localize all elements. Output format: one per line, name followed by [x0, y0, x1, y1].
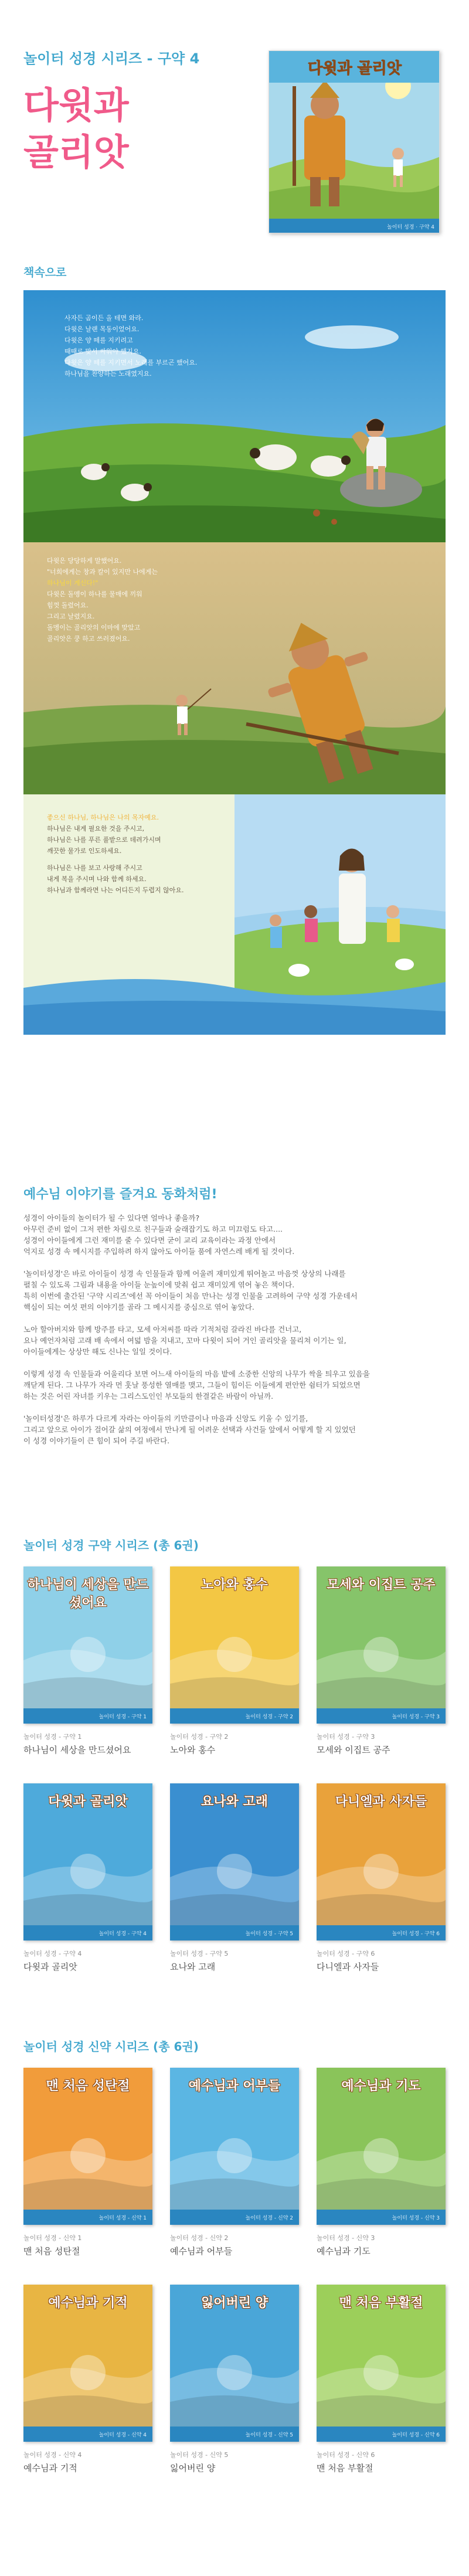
- book-cover[interactable]: [317, 2285, 446, 2442]
- spread-text-line: 내게 복을 주시며 나와 함께 하세요.: [47, 875, 147, 883]
- book-series-label: 놀이터 성경 - 신약 6: [317, 2451, 375, 2459]
- book-cover-footer-label: 놀이터 성경 - 신약 5: [245, 2432, 293, 2438]
- book-cover-footer: [317, 2427, 446, 2442]
- book-cover-title: 요나와 고래: [201, 1795, 268, 1809]
- description-paragraph: '놀이터성경'은 바로 아이들이 성경 속 인물들과 함께 어울려 재미있게 뛰어놀고 마음껏 상상의 나래를 펼칠 수 있도록 그림과 내용을 아이들 눈높이에 맞춰 쉽고 재미있게 엮어 놓은 책이다. 특히 이번에 출간된 '구약 시리즈'에선 꼭 아이들이 처음 만나는 성경 인물을 고려하여 구약 성경 가운데서 핵심이 되는 여섯 편의 이야기를 골라 그 메시지를 중심으로 엮어 놓았다.: [23, 1269, 358, 1311]
- book-title[interactable]: 예수님과 기적: [23, 2463, 77, 2473]
- spread-text-line: 다윗은 양 떼를 지키면서 노래를 부르곤 했어요.: [64, 359, 198, 366]
- preview-spread-3: [23, 794, 446, 1035]
- book-cover-title: 예수님과 어부들: [188, 2079, 281, 2094]
- book-card[interactable]: [317, 2285, 446, 2474]
- book-cover[interactable]: [23, 2285, 152, 2442]
- book-cover-footer-label: 놀이터 성경 - 구약 3: [392, 1714, 440, 1720]
- book-cover[interactable]: [170, 2285, 299, 2442]
- description-paragraph: 노아 할아버지와 함께 방주를 타고, 모세 아저씨를 따라 기적처럼 갈라진 바다를 건너고, 요나 예언자처럼 고래 배 속에서 여덟 밤을 지내고, 꼬마 다윗이 되어 거인 골리앗을 물리쳐 이기는 일, 아이들에게는 상상만 해도 신나는 일일 것이다.: [23, 1325, 346, 1356]
- book-card[interactable]: [170, 1783, 299, 1973]
- book-title[interactable]: 노아와 홍수: [170, 1745, 216, 1755]
- book-card[interactable]: [23, 1783, 152, 1973]
- hero-cover-footer: 놀이터 성경 · 구약 4: [387, 225, 434, 230]
- book-cover-footer-label: 놀이터 성경 - 구약 4: [98, 1931, 147, 1937]
- spread-text-line: 하나님은 나를 보고 사랑해 주시고: [47, 864, 142, 872]
- book-card[interactable]: [317, 1783, 446, 1973]
- spread-text-line: "너희에게는 창과 칼이 있지만 나에게는: [47, 568, 158, 576]
- book-cover-footer-label: 놀이터 성경 - 신약 3: [392, 2215, 440, 2221]
- spread-text-highlight: 하나님이 계신다!": [47, 579, 98, 587]
- description-title: 예수님 이야기를 즐겨요 동화처럼!: [23, 1187, 217, 1202]
- spread-text-line: 때때로 맞서 싸워야 했지요.: [64, 348, 141, 355]
- spread-text-line: 다윗은 돌멩이 하나를 물매에 끼워: [47, 590, 142, 598]
- book-series-label: 놀이터 성경 - 구약 6: [317, 1950, 375, 1958]
- spread-text-line: 골리앗은 쿵 하고 쓰러졌어요.: [47, 635, 130, 643]
- description-paragraph: 성경이 아이들의 놀이터가 될 수 있다면 얼마나 좋을까? 아무런 준비 없이 그저 편한 차림으로 친구들과 술래잡기도 하고 미끄럼도 타고.... 성경이 아이들에게 그런 재미를 줄 수 있다면 굳이 교리 교육이라는 과정 안에서 억지로 성경 속 메시지를 주입하려 하지 않아도 아이들 품에 자연스레 배게 될 것이다.: [23, 1214, 295, 1256]
- book-cover-title: 다윗과 골리앗: [48, 1795, 128, 1809]
- book-cover-footer: [23, 1925, 152, 1941]
- description-body: [23, 1212, 446, 1457]
- hero-cover-title: 다윗과 골리앗: [308, 60, 402, 77]
- spread-2-text: [47, 555, 188, 644]
- book-cover-footer-label: 놀이터 성경 - 신약 1: [98, 2215, 147, 2221]
- book-cover-title: 잃어버린 양: [201, 2296, 268, 2310]
- book-cover-title: 맨 처음 부활절: [339, 2296, 423, 2310]
- spread-text-line: 다윗은 날랜 목동이었어요.: [64, 325, 140, 333]
- book-title[interactable]: 예수님과 기도: [317, 2246, 371, 2256]
- book-series-label: 놀이터 성경 - 구약 4: [23, 1950, 82, 1958]
- book-title[interactable]: 다윗과 골리앗: [23, 1962, 77, 1972]
- book-cover-footer: [170, 2210, 299, 2225]
- spread-1-text: [64, 312, 205, 379]
- spread-text-line: 다윗은 양 떼를 지키려고: [64, 337, 133, 344]
- book-cover[interactable]: [317, 1566, 446, 1724]
- spread-text-highlight: 좋으신 하나님, 하나님은 나의 목자예요.: [47, 814, 159, 821]
- book-cover-footer-label: 놀이터 성경 - 구약 6: [392, 1931, 440, 1937]
- book-cover-title: 예수님과 기적: [48, 2296, 128, 2310]
- book-cover[interactable]: [23, 1566, 152, 1724]
- book-cover-title: 모세와 이집트 공주: [327, 1578, 436, 1592]
- book-card[interactable]: [170, 2068, 299, 2257]
- book-cover-footer: [23, 2427, 152, 2442]
- book-title[interactable]: 맨 처음 성탄절: [23, 2246, 80, 2256]
- book-title[interactable]: 다니엘과 사자들: [317, 1962, 379, 1972]
- book-card[interactable]: [23, 1566, 152, 1756]
- preview-spread-1: [23, 290, 446, 542]
- book-title[interactable]: 모세와 이집트 공주: [317, 1745, 390, 1755]
- book-cover[interactable]: [23, 2068, 152, 2225]
- book-card[interactable]: [23, 2285, 152, 2474]
- book-series-label: 놀이터 성경 - 신약 1: [23, 2234, 82, 2242]
- book-cover-footer: [170, 1708, 299, 1724]
- book-title[interactable]: 요나와 고래: [170, 1962, 216, 1972]
- book-series-label: 놀이터 성경 - 구약 3: [317, 1733, 375, 1741]
- book-cover-footer: [317, 1925, 446, 1941]
- spread-3-text: [47, 812, 217, 896]
- book-title[interactable]: 잃어버린 양: [170, 2463, 216, 2473]
- description-paragraph: '놀이터성경'은 하루가 다르게 자라는 아이들의 키만큼이나 마음과 신앙도 키울 수 있기를, 그리고 앞으로 아이가 걸어갈 삶의 여정에서 만나게 될 어려운 선택과 사건들 앞에서 어떻게 할 지 있었던 이 성경 이야기들이 큰 힘이 되어 주길 바란다.: [23, 1414, 356, 1445]
- book-cover-footer: [170, 2427, 299, 2442]
- spread-text-line: 힘껏 돌렸어요.: [47, 601, 89, 609]
- new-testament-heading: 놀이터 성경 신약 시리즈 (총 6권): [23, 2040, 199, 2054]
- book-title: [23, 82, 129, 176]
- preview-spread-2: [23, 542, 446, 794]
- book-series-label: 놀이터 성경 - 구약 5: [170, 1950, 229, 1958]
- book-cover-footer-label: 놀이터 성경 - 구약 2: [245, 1714, 293, 1720]
- book-series-label: 놀이터 성경 - 신약 5: [170, 2451, 229, 2459]
- book-title-line2: 골리앗: [23, 131, 129, 174]
- book-cover-footer-label: 놀이터 성경 - 신약 6: [392, 2432, 440, 2438]
- book-card[interactable]: [170, 2285, 299, 2474]
- description-paragraph: 이렇게 성경 속 인물들과 어울리다 보면 어느새 아이들의 마음 밭에 소중한 신앙의 나무가 싹을 틔우고 있음을 깨닫게 된다. 그 나무가 자라 먼 훗날 풍성한 열매를 맺고, 그들이 힘이든 이들에게 편안한 쉼터가 되었으면 하는 것은 어린 자녀를 키우는 그리스도인인 부모들의 한결같은 바람이 아닐까.: [23, 1369, 370, 1401]
- book-cover-title: 노아와 홍수: [201, 1578, 268, 1592]
- book-cover[interactable]: [317, 1783, 446, 1941]
- book-cover[interactable]: [317, 2068, 446, 2225]
- book-card[interactable]: [170, 1566, 299, 1756]
- book-cover-footer: [170, 1925, 299, 1941]
- book-series-label: 놀이터 성경 - 구약 1: [23, 1733, 82, 1741]
- book-series-label: 놀이터 성경 - 신약 4: [23, 2451, 82, 2459]
- book-cover-footer: [317, 1708, 446, 1724]
- spread-text-line: 그리고 날렸지요.: [47, 613, 95, 620]
- book-cover-title: 맨 처음 성탄절: [46, 2079, 130, 2094]
- book-cover-footer: [23, 1708, 152, 1724]
- book-cover[interactable]: [23, 1783, 152, 1941]
- old-testament-heading: 놀이터 성경 구약 시리즈 (총 6권): [23, 1538, 199, 1552]
- book-title[interactable]: 예수님과 어부들: [170, 2246, 233, 2256]
- book-cover[interactable]: [170, 1783, 299, 1941]
- book-cover-title: 하나님이 세상을 만드셨어요: [27, 1578, 149, 1610]
- book-cover-footer-label: 놀이터 성경 - 구약 5: [245, 1931, 293, 1937]
- preview-label: 책속으로: [23, 266, 67, 279]
- book-cover[interactable]: [170, 2068, 299, 2225]
- book-title[interactable]: 하나님이 세상을 만드셨어요: [23, 1745, 131, 1755]
- spread-text-line: 깨끗한 물가로 인도하세요.: [47, 847, 122, 855]
- book-cover-footer-label: 놀이터 성경 - 구약 1: [98, 1714, 147, 1720]
- spread-text-line: 하나님은 내게 필요한 것을 주시고,: [47, 825, 145, 832]
- spread-text-line: 돌멩이는 골리앗의 이마에 맞았고: [47, 624, 141, 631]
- book-cover[interactable]: [170, 1566, 299, 1724]
- hero-cover-image: [269, 50, 440, 233]
- spread-text-line: 하나님을 찬양하는 노래였지요.: [64, 370, 152, 378]
- book-card[interactable]: [23, 2068, 152, 2257]
- book-card[interactable]: [317, 2068, 446, 2257]
- book-cover-title: 예수님과 기도: [341, 2079, 421, 2094]
- book-title[interactable]: 맨 처음 부활절: [317, 2463, 373, 2473]
- spread-text-line: 하나님과 함께라면 나는 어디든지 두렵지 않아요.: [47, 886, 184, 894]
- book-cover-footer: [23, 2210, 152, 2225]
- spread-text-line: 다윗은 당당하게 말했어요.: [47, 557, 122, 565]
- book-card[interactable]: [317, 1566, 446, 1756]
- book-cover-title: 다니엘과 사자들: [335, 1795, 427, 1809]
- book-series-label: 놀이터 성경 - 신약 2: [170, 2234, 229, 2242]
- book-cover-footer: [317, 2210, 446, 2225]
- series-title: 놀이터 성경 시리즈 - 구약 4: [23, 50, 200, 67]
- book-series-label: 놀이터 성경 - 구약 2: [170, 1733, 229, 1741]
- spacer: [47, 857, 217, 862]
- spread-text-line: 사자든 곰이든 올 테면 와라.: [64, 314, 144, 322]
- spread-text-line: 하나님은 나를 푸른 풀밭으로 데려가시며: [47, 836, 161, 844]
- hero: [0, 0, 469, 237]
- book-series-label: 놀이터 성경 - 신약 3: [317, 2234, 375, 2242]
- book-title-line1: 다윗과: [23, 84, 129, 127]
- book-cover-footer-label: 놀이터 성경 - 신약 4: [98, 2432, 147, 2438]
- book-cover-footer-label: 놀이터 성경 - 신약 2: [245, 2215, 293, 2221]
